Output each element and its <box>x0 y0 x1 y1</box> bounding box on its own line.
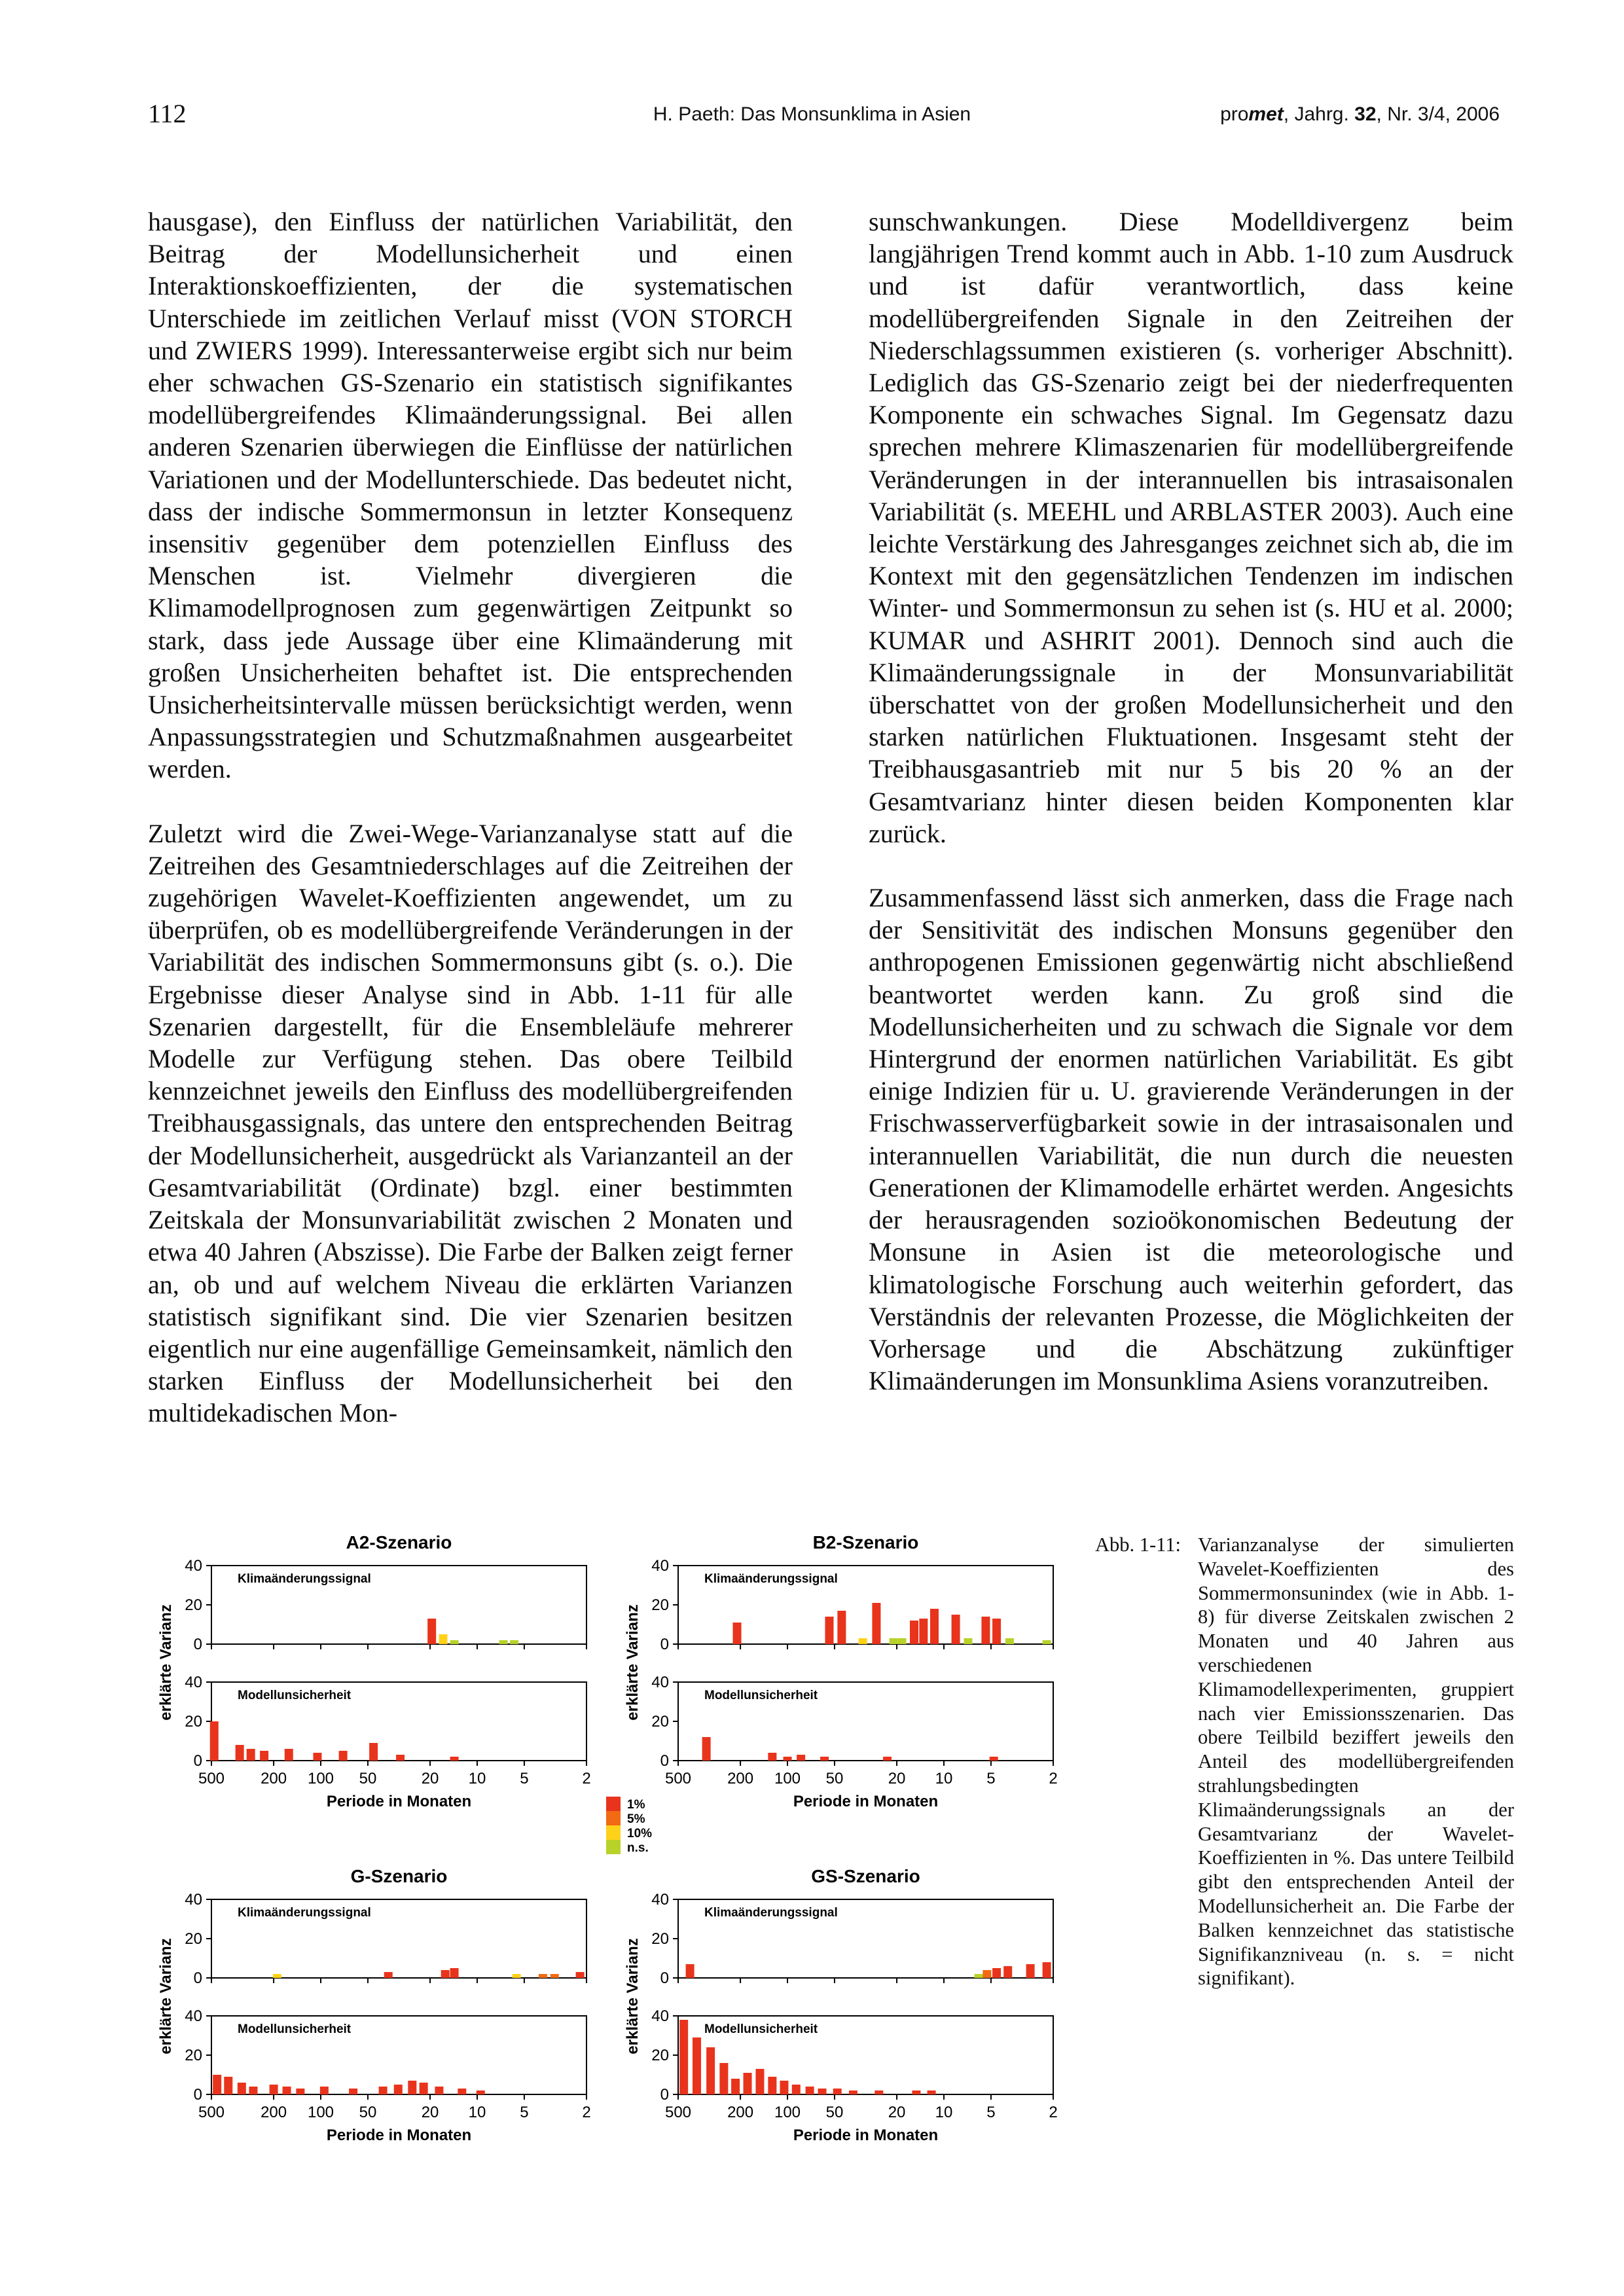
x-axis-label: Periode in Monaten <box>326 1793 472 1810</box>
chart-title: A2-Szenario <box>346 1532 452 1552</box>
x-tick-label: 500 <box>198 2104 225 2121</box>
bar <box>441 1970 450 1978</box>
paragraph: Zuletzt wird die Zwei-Wege-Varianzanalyse statt auf die Zeitreihen des Gesamtniederschlages auf die Zeitreihen der zugehörigen Wavelet-Koeffizienten angewendet, um zu überprüfen, ob es modellübergreifende Veränderungen in der Variabilität des indischen Sommermonsuns gibt (s. o.). Die Ergebnisse dieser Analyse sind in Abb. 1-11 für alle Szenarien dargestellt, für die Ensembleläufe mehrerer Modelle zur Verfügung stehen. Das obere Teilbild kennzeichnet jeweils den Einfluss des modellübergreifenden Treibhausgassignals, das untere den entsprechenden Beitrag der Modellunsicherheit, ausgedrückt als Varianzanteil an der Gesamtvariabilität (Ordinate) bzgl. einer bestimmten Zeitskala der Monsunvariabilität zwischen 2 Monaten und etwa 40 Jahren (Abszisse). Die Farbe der Balken zeigt ferner an, ob und auf welchem Niveau die erklärten Varianzen statistisch signifikant sind. Die vier Szenarien besitzen eigentlich nur eine augenfällige Gemeinsamkeit, nämlich den starken Einfluss der Modellunsicherheit bei den multidekadischen Mon- <box>148 818 793 1428</box>
bar <box>435 2087 443 2094</box>
legend-label: n.s. <box>627 1841 649 1855</box>
paragraph: sunschwankungen. Diese Modelldivergenz beim langjährigen Trend kommt auch in Abb. 1-10 zum Ausdruck und ist dafür verantwortlich, dass keine modellübergreifenden Signale in den Zeitreihen der Niederschlagssummen existieren (s. vorheriger Abschnitt). Lediglich das GS-Szenario zeigt bei der niederfrequenten Komponente ein schwaches Signal. Im Gegensatz dazu sprechen mehrere Klimaszenarien für modellübergreifende Veränderungen in der interannuellen bis intrasaisonalen Variabilität (s. MEEHL und ARBLASTER 2003). Auch eine leichte Verstärkung des Jahresganges zeichnet sich ab, die im Kontext mit den gegensätzlichen Tendenzen im indischen Winter- und Sommermonsun zu sehen ist (s. HU et al. 2000; KUMAR und ASHRIT 2001). Dennoch sind auch die Klimaänderungssignale in der Monsunvariabilität überschattet von der großen Modellunsicherheit und den starken natürlichen Fluktuationen. Insgesamt steht der Treibhausgasantrieb mit nur 5 bis 20 % an der Gesamtvarianz hinter diesen beiden Komponenten klar zurück. <box>869 207 1513 848</box>
x-tick-label: 10 <box>468 1770 486 1787</box>
bar <box>349 2089 357 2094</box>
bar <box>792 2085 801 2094</box>
bar <box>733 1623 742 1644</box>
bar <box>339 1751 348 1761</box>
x-tick-label: 50 <box>825 2104 844 2121</box>
y-tick-label: 0 <box>660 2086 669 2104</box>
x-tick-label: 500 <box>664 1770 692 1787</box>
bar <box>928 2090 936 2094</box>
y-tick-label: 20 <box>185 1596 202 1614</box>
running-title: H. Paeth: Das Monsunklima in Asien <box>653 103 971 125</box>
x-tick-label: 10 <box>935 2104 953 2121</box>
bar <box>883 1757 892 1761</box>
bar <box>513 1974 521 1978</box>
bar <box>450 1968 459 1978</box>
bar <box>477 2090 485 2094</box>
y-tick-label: 0 <box>193 1969 202 1987</box>
bar <box>806 2087 814 2094</box>
x-axis-label: Periode in Monaten <box>793 2126 939 2144</box>
bar <box>912 2090 920 2094</box>
journal-volume: 32 <box>1354 103 1377 125</box>
panel-label: Modellunsicherheit <box>238 2022 352 2036</box>
bar <box>539 1974 547 1978</box>
bar <box>576 1972 585 1978</box>
x-tick-label: 200 <box>261 1770 287 1787</box>
paragraph: hausgase), den Einfluss der natürlichen Variabilität, den Beitrag der Modellunsicherheit und einen Interaktionskoeffizienten, der die systematischen Unterschiede im zeitlichen Verlauf misst (VON STORCH und ZWIERS 1999). Interessanterweise ergibt sich nur beim eher schwachen GS-Szenario ein statistisch signifikantes modellübergreifendes Klimaänderungssignal. Bei allen anderen Szenarien überwiegen die Einflüsse der natürlichen Variationen und der Modellunterschiede. Das bedeutet nicht, dass der indische Sommermonsun in letzter Konsequenz insensitiv gegenüber dem potenziellen Einfluss des Menschen ist. Vielmehr divergieren die Klimamodellprognosen zum gegenwärtigen Zeitpunkt so stark, dass jede Aussage über eine Klimaänderung mit großen Unsicherheiten behaftet ist. Die entsprechenden Unsicherheitsintervalle müssen berücksichtigt werden, wenn Anpassungsstrategien und Schutzmaßnahmen ausgearbeitet werden. <box>148 207 793 784</box>
x-tick-label: 20 <box>888 2104 906 2121</box>
y-tick-label: 0 <box>660 1969 669 1987</box>
bar <box>679 2020 688 2094</box>
x-tick-label: 500 <box>198 1770 225 1787</box>
panel-label: Klimaänderungssignal <box>704 1906 838 1920</box>
bar <box>719 2063 728 2094</box>
y-tick-label: 0 <box>660 1636 669 1653</box>
journal-rest-1: , Jahrg. <box>1283 103 1355 125</box>
y-tick-label: 40 <box>185 2007 202 2025</box>
panel-label: Modellunsicherheit <box>238 1689 352 1702</box>
x-tick-label: 100 <box>774 1770 801 1787</box>
bar <box>875 2090 883 2094</box>
bar <box>369 1743 378 1761</box>
bar <box>296 2089 304 2094</box>
bar <box>420 2083 428 2094</box>
bar <box>238 2083 246 2094</box>
bar <box>213 2075 221 2094</box>
x-tick-label: 50 <box>359 1770 377 1787</box>
paragraph: Zusammenfassend lässt sich anmerken, dass die Frage nach der Sensitivität des indischen Monsuns gegenüber den anthropogenen Emissionen gegenwärtig nicht abschließend beantwortet werden kann. Zu groß sind die Modellunsicherheiten und zu schwach die Signale vor dem Hintergrund der enormen natürlichen Variabilität. Es gibt einige Indizien für u. U. gravierende Veränderungen in der Frischwasserverfügbarkeit sowie in der intrasaisonalen und interannuellen Variabilität, die nun durch die neuesten Generationen der Klimamodelle erhärtet werden. Angesichts der herausragenden sozioökonomischen Bedeutung der Monsune in Asien ist die meteorologische und klimatologische Forschung auch weiterhin gefordert, das Verständnis der relevanten Prozesse, die Möglichkeiten der Vorhersage und die Abschätzung zukünftiger Klimaänderungen im Monsunklima Asiens voranzutreiben. <box>869 883 1513 1396</box>
journal-reference <box>1220 103 1500 126</box>
journal-prefix: pro <box>1220 103 1249 125</box>
bar <box>702 1737 711 1761</box>
bar <box>408 2081 416 2094</box>
bar <box>260 1751 268 1761</box>
y-tick-label: 20 <box>185 2047 202 2064</box>
bar <box>992 1619 1001 1644</box>
x-tick-label: 100 <box>307 1770 334 1787</box>
bar <box>981 1617 990 1644</box>
bar <box>859 1638 867 1644</box>
y-axis-label: erklärte Varianz <box>157 1604 175 1721</box>
x-tick-label: 20 <box>888 1770 906 1787</box>
y-tick-label: 0 <box>193 1752 202 1770</box>
x-tick-label: 200 <box>727 1770 754 1787</box>
bar <box>1043 1962 1051 1978</box>
legend-swatch <box>606 1797 621 1811</box>
y-tick-label: 40 <box>185 1891 202 1909</box>
y-axis-label: erklärte Varianz <box>157 1938 175 2054</box>
bar <box>394 2085 403 2094</box>
panel-label: Klimaänderungssignal <box>238 1572 371 1586</box>
bar <box>706 2047 715 2094</box>
bar <box>755 2069 764 2094</box>
bar <box>379 2087 388 2094</box>
x-tick-label: 2 <box>582 1770 591 1787</box>
bar <box>992 1968 1001 1978</box>
bar <box>224 2077 232 2094</box>
x-tick-label: 20 <box>421 2104 439 2121</box>
bar <box>744 2073 752 2094</box>
y-axis-label: erklärte Varianz <box>624 1604 641 1721</box>
y-tick-label: 40 <box>651 1891 669 1909</box>
y-tick-label: 20 <box>651 1596 669 1614</box>
legend-label: 5% <box>627 1812 645 1826</box>
bar <box>898 1638 907 1644</box>
caption-text: Varianzanalyse der simulierten Wavelet-Koeffizienten des Sommermonsunindex (wie in Abb. 1-8) für diverse Zeitskalen zwischen 2 Monaten und 40 Jahren aus verschiedenen Klimamodellexperimenten, gruppiert nach vier Emissionsszenarien. Das obere Teilbild beziffert jeweils den Anteil des modellübergreifenden strahlungsbedingten Klimaänderungssignals an der Gesamtvarianz der Wavelet-Koeffizienten in %. Das untere Teilbild gibt den entsprechenden Anteil der Modellunsicherheit an. Die Farbe der Balken kennzeichnet das statistische Signifikanzniveau (n. s. = nicht signifikant). <box>1198 1534 1514 1990</box>
journal-rest-2: , Nr. 3/4, 2006 <box>1376 103 1500 125</box>
bar <box>320 2087 329 2094</box>
bar <box>439 1634 448 1644</box>
bar <box>236 1745 244 1761</box>
x-tick-label: 5 <box>520 2104 529 2121</box>
legend-swatch <box>606 1825 621 1840</box>
x-tick-label: 100 <box>774 2104 801 2121</box>
bar <box>837 1611 846 1644</box>
caption-label: Abb. 1-11: <box>1095 1534 1182 1556</box>
y-tick-label: 40 <box>651 1674 669 1691</box>
x-axis-label: Periode in Monaten <box>793 1793 939 1810</box>
bar <box>952 1615 960 1644</box>
bar <box>768 1753 776 1761</box>
bar <box>384 1972 393 1978</box>
y-axis-label: erklärte Varianz <box>624 1938 641 2054</box>
bar <box>693 2037 701 2094</box>
x-tick-label: 50 <box>359 2104 377 2121</box>
x-tick-label: 200 <box>261 2104 287 2121</box>
bar <box>270 2085 278 2094</box>
x-tick-label: 20 <box>421 1770 439 1787</box>
bar <box>825 1617 833 1644</box>
x-tick-label: 10 <box>468 2104 486 2121</box>
y-tick-label: 20 <box>651 1713 669 1731</box>
text-column-left <box>148 206 793 1429</box>
y-tick-label: 0 <box>193 1636 202 1653</box>
bar <box>396 1755 405 1761</box>
bar <box>731 2079 740 2094</box>
bar <box>249 2087 257 2094</box>
y-tick-label: 20 <box>651 1930 669 1948</box>
bar <box>1026 1964 1035 1978</box>
x-tick-label: 100 <box>307 2104 334 2121</box>
bar <box>919 1619 928 1644</box>
x-tick-label: 2 <box>1049 2104 1058 2121</box>
bar <box>510 1640 518 1644</box>
bar <box>210 1721 219 1761</box>
bar <box>983 1970 991 1978</box>
bar <box>1043 1640 1051 1644</box>
bar <box>550 1974 559 1978</box>
y-tick-label: 40 <box>185 1557 202 1575</box>
bar <box>780 2081 788 2094</box>
x-tick-label: 2 <box>1049 1770 1058 1787</box>
x-tick-label: 10 <box>935 1770 953 1787</box>
chart-title: B2-Szenario <box>812 1532 919 1552</box>
bar <box>273 1974 281 1978</box>
figure-variance-analysis <box>148 1525 1077 2186</box>
bar <box>283 2087 291 2094</box>
x-tick-label: 5 <box>986 2104 996 2121</box>
bar <box>450 1757 459 1761</box>
x-tick-label: 2 <box>582 2104 591 2121</box>
x-tick-label: 500 <box>664 2104 692 2121</box>
bar <box>833 2089 842 2094</box>
bar <box>450 1640 459 1644</box>
y-tick-label: 20 <box>651 2047 669 2064</box>
bar <box>974 1974 983 1978</box>
bar <box>768 2077 776 2094</box>
panel-label: Klimaänderungssignal <box>704 1572 838 1586</box>
bar <box>499 1640 508 1644</box>
legend-label: 10% <box>627 1827 653 1840</box>
y-tick-label: 40 <box>651 2007 669 2025</box>
bar <box>427 1619 436 1644</box>
y-tick-label: 20 <box>185 1713 202 1731</box>
x-tick-label: 50 <box>825 1770 844 1787</box>
bar <box>686 1964 695 1978</box>
figure-caption <box>1095 1533 1514 1990</box>
text-column-right <box>869 206 1513 1397</box>
bar <box>849 2090 857 2094</box>
bar <box>797 1755 805 1761</box>
bar <box>313 1753 321 1761</box>
legend-swatch <box>606 1840 621 1854</box>
bar <box>964 1638 972 1644</box>
legend-label: 1% <box>627 1798 645 1812</box>
bar <box>818 2089 827 2094</box>
bar <box>285 1749 293 1761</box>
bar <box>1005 1638 1014 1644</box>
x-tick-label: 5 <box>986 1770 996 1787</box>
panel-label: Modellunsicherheit <box>704 1689 818 1702</box>
bar <box>889 1638 897 1644</box>
x-tick-label: 200 <box>727 2104 754 2121</box>
journal-suffix: met <box>1248 103 1284 125</box>
y-tick-label: 40 <box>651 1557 669 1575</box>
bar <box>990 1757 998 1761</box>
bar <box>247 1749 255 1761</box>
x-tick-label: 5 <box>520 1770 529 1787</box>
bar <box>820 1757 829 1761</box>
bar <box>1003 1966 1012 1978</box>
bar <box>910 1621 918 1644</box>
y-tick-label: 20 <box>185 1930 202 1948</box>
x-axis-label: Periode in Monaten <box>326 2126 472 2144</box>
chart-title: GS-Szenario <box>811 1866 920 1886</box>
panel-label: Klimaänderungssignal <box>238 1906 371 1920</box>
page-number: 112 <box>148 99 187 128</box>
y-tick-label: 0 <box>660 1752 669 1770</box>
bar <box>784 1757 792 1761</box>
y-tick-label: 40 <box>185 1674 202 1691</box>
chart-title: G-Szenario <box>350 1866 448 1886</box>
bar <box>872 1603 880 1644</box>
bar <box>458 2089 466 2094</box>
bar <box>930 1609 939 1644</box>
panel-label: Modellunsicherheit <box>704 2022 818 2036</box>
legend-swatch <box>606 1811 621 1825</box>
y-tick-label: 0 <box>193 2086 202 2104</box>
